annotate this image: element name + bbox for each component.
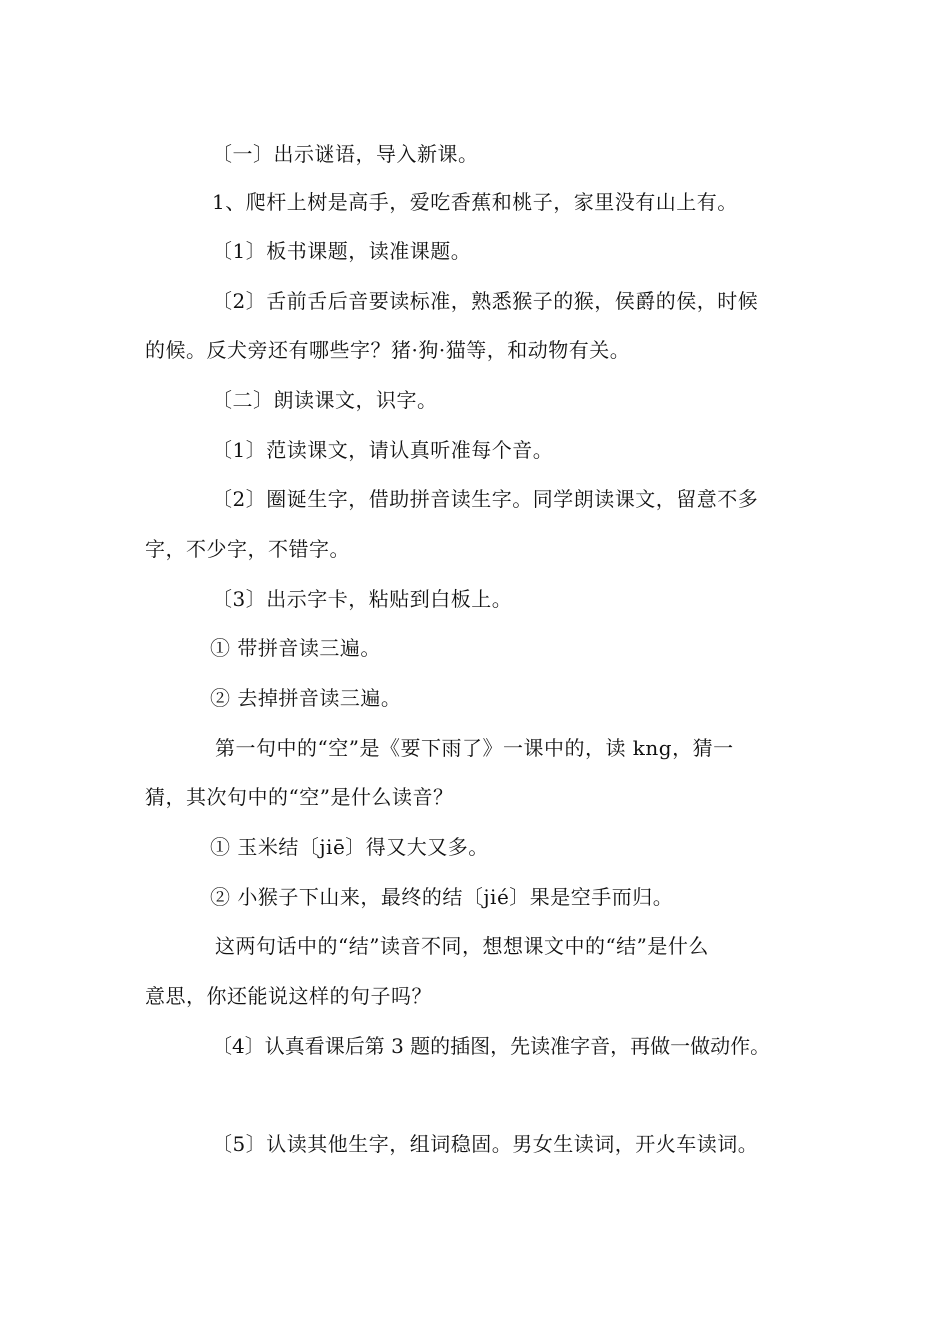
example-sentence-1: ① 玉米结〔jiē〕得又大又多。 (210, 835, 489, 859)
sub-item-1: ① 带拼音读三遍。 (210, 636, 381, 660)
reading-step-1: 〔1〕范读课文，请认真听准每个音。 (212, 438, 554, 462)
step-2-line: 〔2〕舌前舌后音要读标准，熟悉猴子的猴，侯爵的侯，时候 (212, 289, 759, 313)
reading-step-5: 〔5〕认读其他生字，组词稳固。男女生读词，开火车读词。 (212, 1132, 759, 1156)
riddle-line: 1、爬杆上树是高手，爱吃香蕉和桃子，家里没有山上有。 (212, 190, 738, 214)
step-2-continuation: 的候。反犬旁还有哪些字？猪·狗·猫等，和动物有关。 (145, 338, 631, 362)
section-heading-2: 〔二〕朗读课文，识字。 (212, 388, 438, 412)
example-sentence-2: ② 小猴子下山来，最终的结〔jié〕果是空手而归。 (210, 885, 674, 909)
sub-item-2: ② 去掉拼音读三遍。 (210, 686, 402, 710)
pronunciation-paragraph-continuation: 猜，其次句中的“空”是什么读音？ (145, 785, 454, 809)
reading-step-3: 〔3〕出示字卡，粘贴到白板上。 (212, 587, 513, 611)
pronunciation-paragraph: 第一句中的“空”是《要下雨了》一课中的，读 kng，猜一 (215, 736, 734, 760)
meaning-paragraph: 这两句话中的“结”读音不同，想想课文中的“结”是什么 (215, 934, 709, 958)
meaning-paragraph-continuation: 意思，你还能说这样的句子吗？ (145, 984, 432, 1008)
reading-step-4: 〔4〕认真看课后第 3 题的插图，先读准字音，再做一做动作。 (212, 1034, 771, 1058)
section-heading-1: 〔一〕出示谜语，导入新课。 (212, 142, 479, 166)
reading-step-2: 〔2〕圈诞生字，借助拼音读生字。同学朗读课文，留意不多 (212, 487, 759, 511)
step-1-line: 〔1〕板书课题，读准课题。 (212, 239, 472, 263)
reading-step-2-continuation: 字，不少字，不错字。 (145, 537, 350, 561)
